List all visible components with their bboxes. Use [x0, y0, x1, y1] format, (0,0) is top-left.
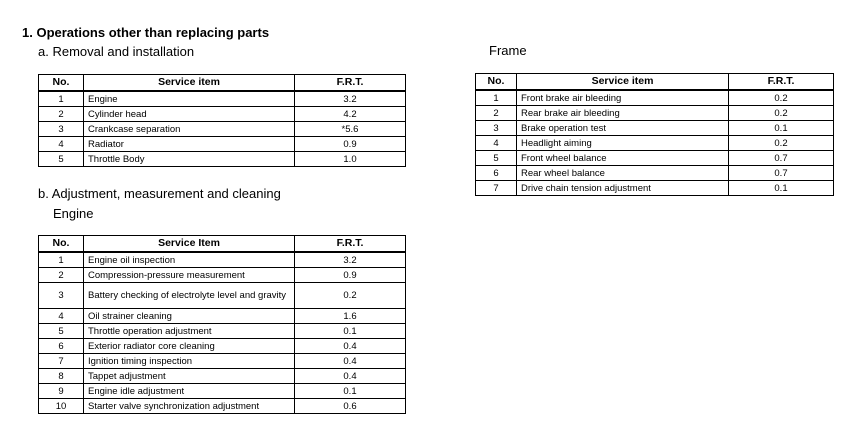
row-no: 4 [39, 309, 84, 324]
column-header-no: No. [39, 236, 84, 253]
row-service-item: Battery checking of electrolyte level and gravity [84, 283, 295, 309]
row-no: 2 [39, 107, 84, 122]
row-no: 3 [476, 121, 517, 136]
row-frt: 0.4 [295, 354, 406, 369]
table-row [39, 354, 406, 369]
row-service-item: Brake operation test [517, 121, 729, 136]
row-frt: 0.4 [295, 369, 406, 384]
section-frame-title: Frame [489, 43, 527, 58]
row-service-item: Compression-pressure measurement [84, 268, 295, 283]
table-row [39, 399, 406, 414]
row-no: 1 [476, 90, 517, 106]
row-service-item: Front brake air bleeding [517, 90, 729, 106]
table-row [39, 309, 406, 324]
table-row [476, 121, 834, 136]
section-a-title: a. Removal and installation [38, 44, 195, 59]
table-row [39, 369, 406, 384]
table-row [39, 268, 406, 283]
table-row [476, 106, 834, 121]
table-header-row [39, 236, 406, 253]
row-frt: 0.1 [295, 384, 406, 399]
table-header-row [39, 75, 406, 92]
row-service-item: Engine [84, 91, 295, 107]
row-no: 3 [39, 122, 84, 137]
row-no: 7 [476, 181, 517, 196]
row-frt: 0.2 [295, 283, 406, 309]
section-b-title: b. Adjustment, measurement and cleaning [38, 186, 281, 201]
row-service-item: Exterior radiator core cleaning [84, 339, 295, 354]
row-no: 9 [39, 384, 84, 399]
row-frt: 0.9 [295, 137, 406, 152]
column-header-frt: F.R.T. [295, 236, 406, 253]
row-frt: 0.2 [729, 136, 834, 151]
table-row [39, 137, 406, 152]
column-header-service-item: Service item [84, 75, 295, 92]
row-no: 1 [39, 91, 84, 107]
row-service-item: Rear wheel balance [517, 166, 729, 181]
row-no: 4 [476, 136, 517, 151]
row-no: 2 [39, 268, 84, 283]
row-frt: 3.2 [295, 91, 406, 107]
removal-installation-table [38, 74, 406, 167]
column-header-frt: F.R.T. [729, 74, 834, 91]
row-service-item: Ignition timing inspection [84, 354, 295, 369]
row-service-item: Drive chain tension adjustment [517, 181, 729, 196]
table-row [39, 384, 406, 399]
table-row [39, 324, 406, 339]
column-header-service-item: Service Item [84, 236, 295, 253]
row-frt: 4.2 [295, 107, 406, 122]
table-row [476, 151, 834, 166]
row-frt: 0.1 [729, 121, 834, 136]
table-row [39, 152, 406, 167]
row-no: 4 [39, 137, 84, 152]
table-row [39, 339, 406, 354]
page-heading: 1. Operations other than replacing parts [22, 25, 270, 40]
row-service-item: Rear brake air bleeding [517, 106, 729, 121]
row-frt: 3.2 [295, 252, 406, 268]
frame-adjustment-table [475, 73, 834, 196]
table-row [476, 181, 834, 196]
row-no: 5 [476, 151, 517, 166]
row-frt: 0.7 [729, 151, 834, 166]
row-frt: 0.2 [729, 90, 834, 106]
row-service-item: Engine oil inspection [84, 252, 295, 268]
column-header-no: No. [476, 74, 517, 91]
table-row [39, 107, 406, 122]
table-row [39, 252, 406, 268]
row-no: 10 [39, 399, 84, 414]
section-b-subtitle: Engine [53, 206, 94, 221]
row-no: 7 [39, 354, 84, 369]
row-frt: 0.9 [295, 268, 406, 283]
row-frt: 0.6 [295, 399, 406, 414]
row-service-item: Starter valve synchronization adjustment [84, 399, 295, 414]
row-frt: 0.2 [729, 106, 834, 121]
column-header-no: No. [39, 75, 84, 92]
table-row [476, 136, 834, 151]
row-service-item: Oil strainer cleaning [84, 309, 295, 324]
engine-adjustment-table [38, 235, 406, 414]
row-service-item: Engine idle adjustment [84, 384, 295, 399]
column-header-service-item: Service item [517, 74, 729, 91]
row-no: 6 [476, 166, 517, 181]
row-no: 3 [39, 283, 84, 309]
row-service-item: Crankcase separation [84, 122, 295, 137]
row-frt: 0.1 [295, 324, 406, 339]
table-row [476, 90, 834, 106]
table-header-row [476, 74, 834, 91]
row-frt: 1.0 [295, 152, 406, 167]
row-no: 6 [39, 339, 84, 354]
row-service-item: Cylinder head [84, 107, 295, 122]
row-service-item: Headlight aiming [517, 136, 729, 151]
row-frt: 1.6 [295, 309, 406, 324]
row-no: 2 [476, 106, 517, 121]
row-service-item: Throttle Body [84, 152, 295, 167]
row-no: 1 [39, 252, 84, 268]
row-frt: *5.6 [295, 122, 406, 137]
row-frt: 0.4 [295, 339, 406, 354]
row-frt: 0.1 [729, 181, 834, 196]
table-row [39, 91, 406, 107]
table-row [39, 283, 406, 309]
row-frt: 0.7 [729, 166, 834, 181]
table-row [476, 166, 834, 181]
row-no: 8 [39, 369, 84, 384]
row-service-item: Front wheel balance [517, 151, 729, 166]
column-header-frt: F.R.T. [295, 75, 406, 92]
row-service-item: Throttle operation adjustment [84, 324, 295, 339]
row-no: 5 [39, 152, 84, 167]
row-service-item: Tappet adjustment [84, 369, 295, 384]
row-no: 5 [39, 324, 84, 339]
row-service-item: Radiator [84, 137, 295, 152]
table-row [39, 122, 406, 137]
